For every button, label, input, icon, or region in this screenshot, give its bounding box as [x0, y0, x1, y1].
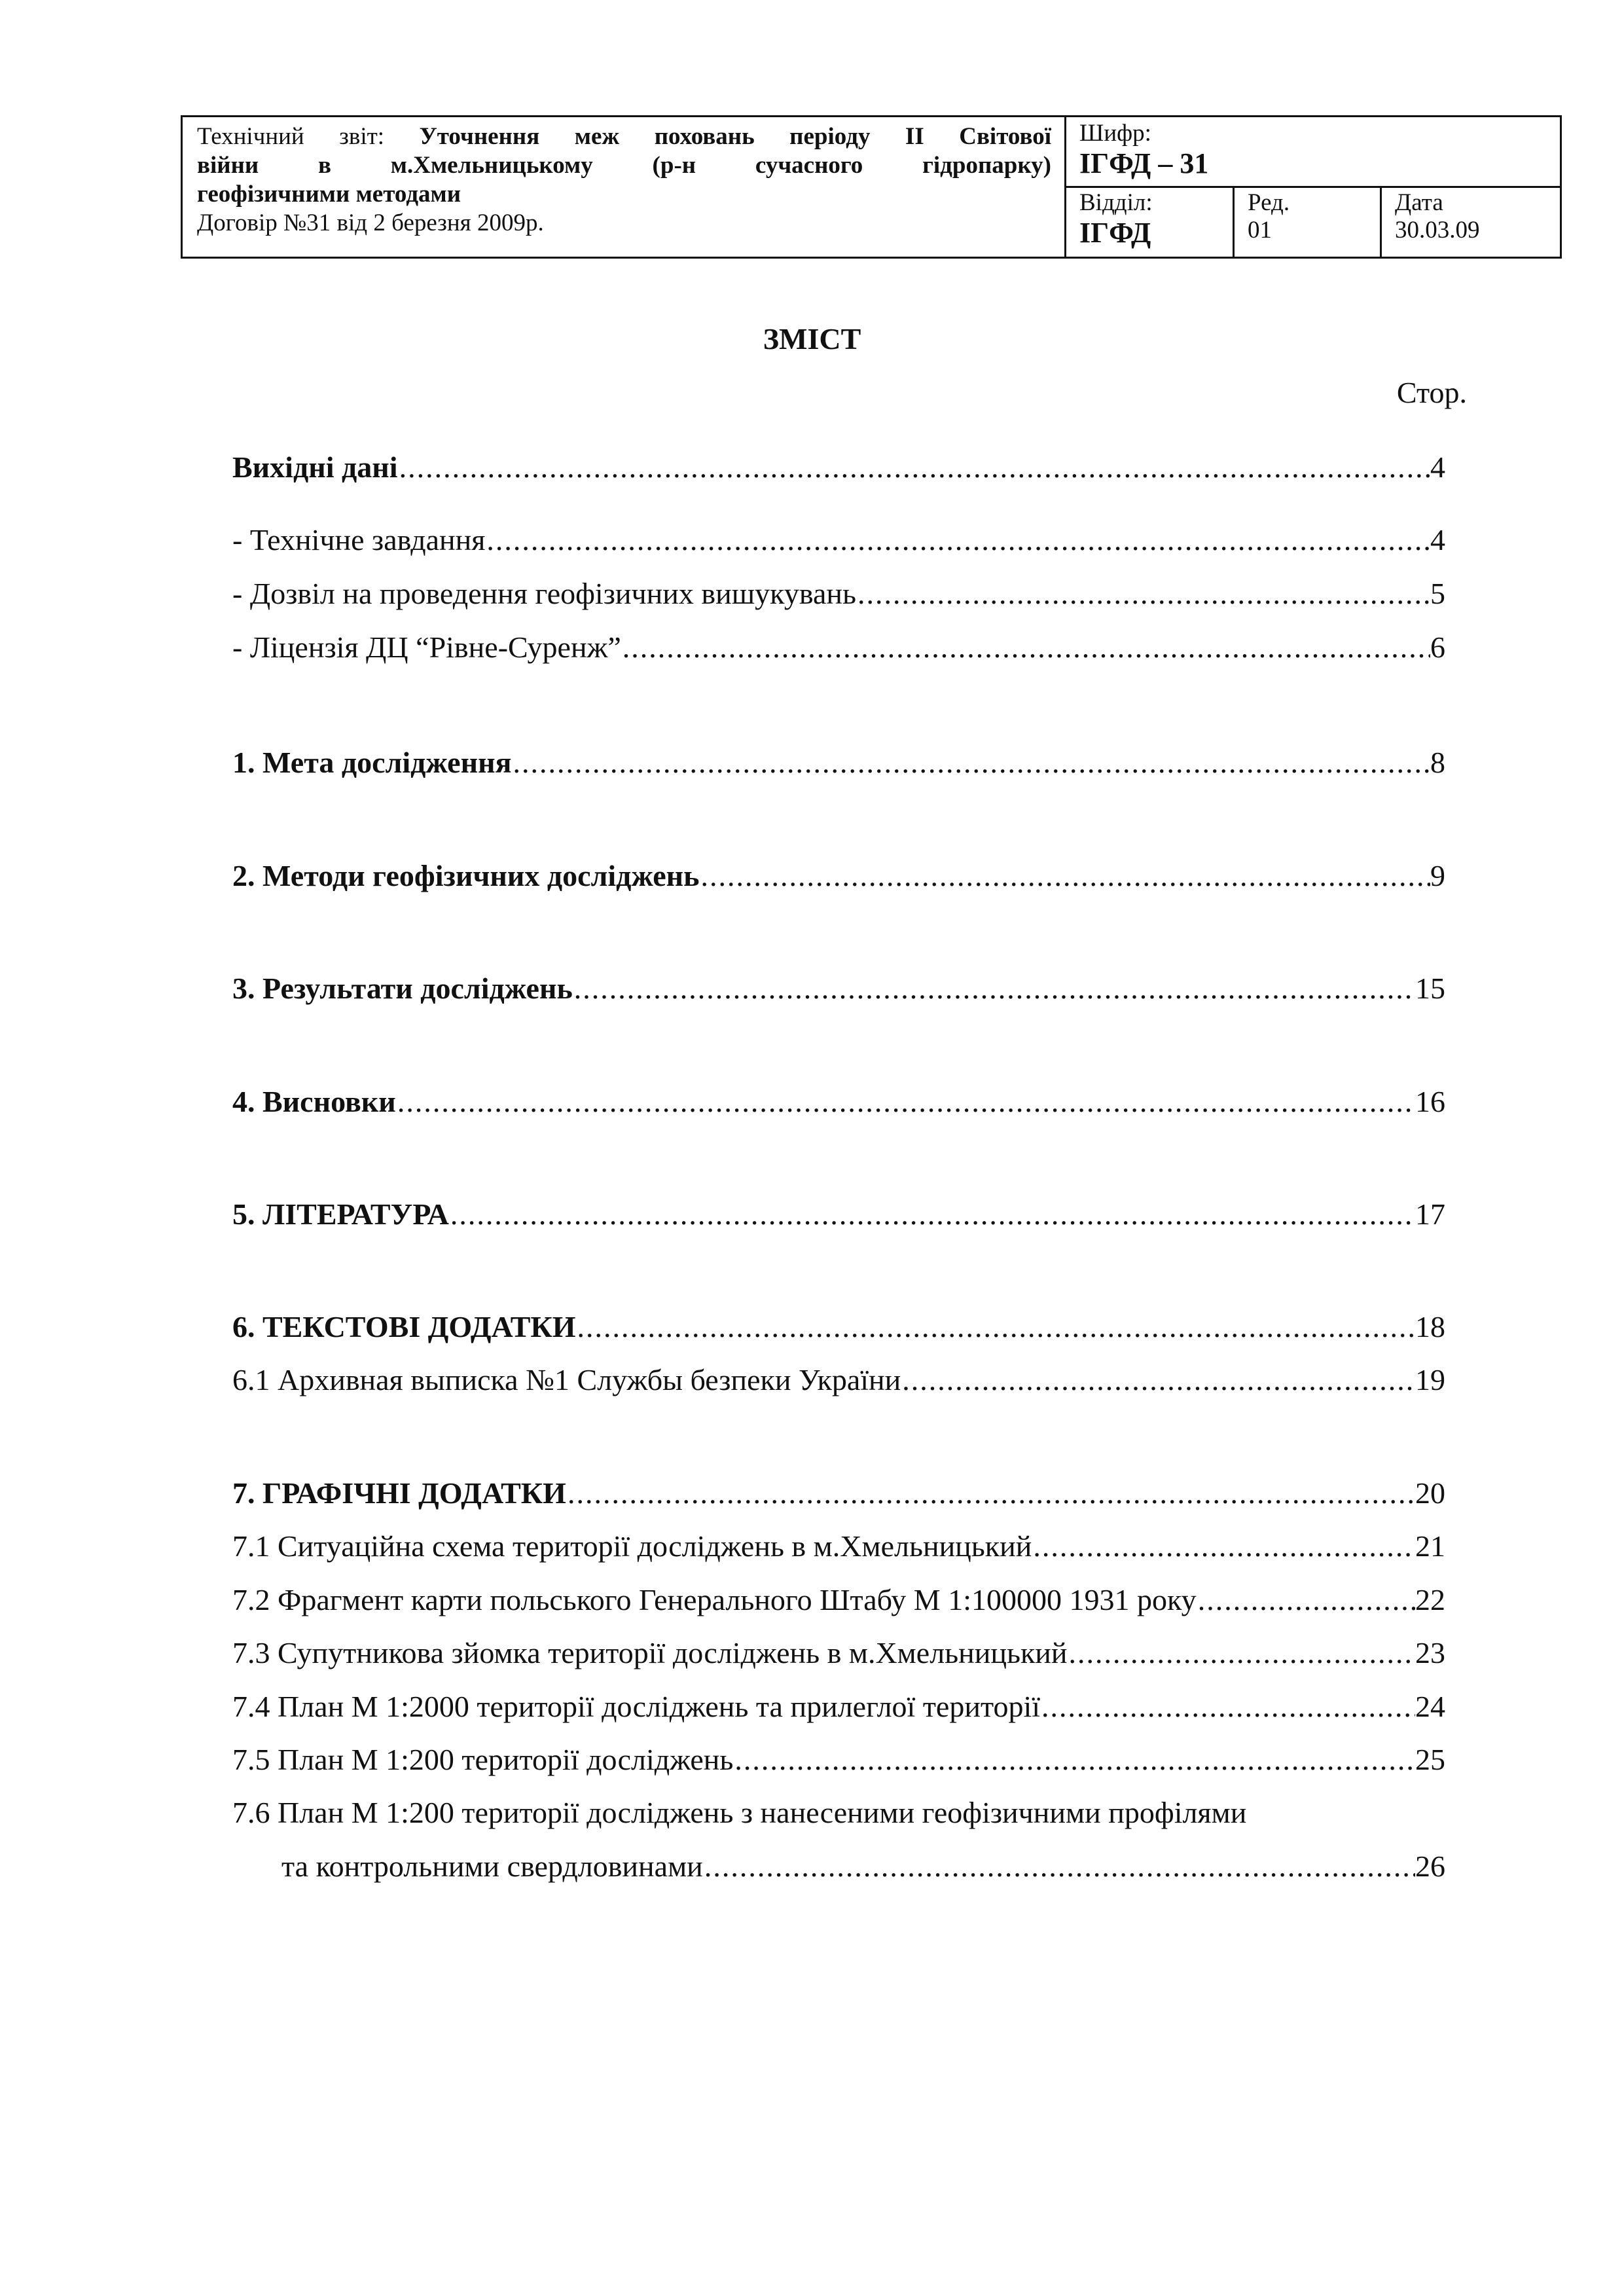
toc-entry-label: 5. ЛІТЕРАТУРА: [232, 1197, 449, 1231]
toc-entry[interactable]: [232, 1362, 1445, 1398]
toc-leader-dots: [1068, 1635, 1415, 1671]
toc-entry-page: 15: [1415, 972, 1445, 1005]
toc-entry-label: 6. ТЕКСТОВІ ДОДАТКИ: [232, 1310, 576, 1343]
page-title: ЗМІСТ: [763, 322, 861, 355]
date-label: Дата: [1395, 189, 1443, 216]
toc-entry[interactable]: [232, 629, 1445, 666]
toc-entry-label: 7. ГРАФІЧНІ ДОДАТКИ: [232, 1476, 566, 1510]
toc-entry-page: 5: [1430, 577, 1445, 610]
toc-entry-page: 17: [1415, 1197, 1445, 1231]
toc-entry-page: 20: [1415, 1476, 1445, 1510]
department-value: ІГФД: [1079, 217, 1151, 249]
toc-entry-label: 7.3 Супутникова зйомка території досліджень в м.Хмельницький: [232, 1636, 1068, 1669]
toc-entry-label: Вихідні дані: [232, 450, 398, 484]
toc-entry[interactable]: [232, 1688, 1445, 1725]
toc-leader-dots: [576, 1309, 1415, 1345]
toc-entry-label: 2. Методи геофізичних досліджень: [232, 859, 700, 892]
toc-entry[interactable]: [232, 1084, 1445, 1120]
toc-entry-label: 4. Висновки: [232, 1085, 396, 1118]
toc-leader-dots: [398, 449, 1430, 486]
toc-entry-page: 4: [1430, 523, 1445, 556]
cipher-value: ІГФД – 31: [1079, 147, 1209, 179]
toc-entry-label: 7.5 План М 1:200 території досліджень: [232, 1743, 734, 1776]
toc-leader-dots: [856, 575, 1430, 612]
toc-entry[interactable]: [232, 449, 1445, 486]
toc-entry-label: 7.6 План М 1:200 території досліджень з нанесеними геофізичними профілями: [232, 1796, 1247, 1829]
report-title-line3: геофізичними методами: [197, 181, 461, 208]
toc-entry-continuation[interactable]: [281, 1848, 1445, 1885]
toc-entry-label: - Ліцензія ДЦ “Рівне-Суренж”: [232, 630, 621, 664]
toc-entry[interactable]: [232, 1196, 1445, 1233]
toc-entry-page: 26: [1415, 1850, 1445, 1883]
toc-entry-label: 7.4 План М 1:2000 території досліджень та прилеглої території: [232, 1690, 1041, 1723]
toc-leader-dots: [1040, 1688, 1415, 1725]
report-title-line2: війни в м.Хмельницькому (р-н сучасного гідропарку): [197, 152, 1051, 179]
toc-leader-dots: [573, 970, 1415, 1007]
toc-entry[interactable]: [232, 1582, 1445, 1618]
toc-entry-label: 1. Мета дослідження: [232, 746, 512, 779]
toc-entry-label: та контрольними свердловинами: [281, 1850, 703, 1883]
toc-entry-page: 8: [1430, 746, 1445, 779]
toc-entry-label: 7.1 Ситуаційна схема території досліджень в м.Хмельницький: [232, 1529, 1032, 1563]
toc-entry-label: 7.2 Фрагмент карти польського Генерального Штабу М 1:100000 1931 року: [232, 1583, 1197, 1616]
toc-entry[interactable]: [232, 970, 1445, 1007]
toc-entry[interactable]: [232, 575, 1445, 612]
toc-leader-dots: [512, 744, 1431, 781]
toc-entry-page: 23: [1415, 1636, 1445, 1669]
toc-entry[interactable]: [232, 522, 1445, 558]
toc-entry-page: 18: [1415, 1310, 1445, 1343]
toc-entry[interactable]: [232, 858, 1445, 894]
toc-entry[interactable]: [232, 1475, 1445, 1512]
toc-entry-label: - Технічне завдання: [232, 523, 486, 556]
toc-entry-page: 4: [1430, 450, 1445, 484]
edition-label: Ред.: [1248, 189, 1290, 216]
toc-leader-dots: [396, 1084, 1415, 1120]
toc-leader-dots: [733, 1741, 1415, 1778]
report-prefix: Технічний звіт:: [197, 123, 385, 150]
toc-entry-label: 6.1 Архивная выписка №1 Службы безпеки України: [232, 1363, 901, 1396]
toc-entry-label: 3. Результати досліджень: [232, 972, 573, 1005]
toc-entry[interactable]: [232, 1528, 1445, 1565]
toc-leader-dots: [485, 522, 1430, 558]
toc-entry-label: - Дозвіл на проведення геофізичних вишукувань: [232, 577, 856, 610]
toc-entry-page: 16: [1415, 1085, 1445, 1118]
toc-leader-dots: [566, 1475, 1415, 1512]
toc-entry-page: 25: [1415, 1743, 1445, 1776]
toc-entry-page: 9: [1430, 859, 1445, 892]
contract-text: Договір №31 від 2 березня 2009р.: [197, 210, 544, 236]
edition-value: 01: [1248, 217, 1272, 244]
toc-entry[interactable]: [232, 1309, 1445, 1345]
page-column-label: Стор.: [1396, 376, 1467, 409]
toc-entry[interactable]: [232, 1635, 1445, 1671]
toc-entry[interactable]: [232, 1741, 1445, 1778]
toc-entry[interactable]: [232, 1795, 1445, 1831]
department-label: Відділ:: [1079, 189, 1153, 216]
toc-leader-dots: [1197, 1582, 1415, 1618]
toc-entry-page: 24: [1415, 1690, 1445, 1723]
toc-entry-page: 19: [1415, 1363, 1445, 1396]
toc-entry[interactable]: [232, 744, 1445, 781]
report-title-line1: Уточнення меж поховань періоду II Світової: [384, 123, 1051, 150]
toc-leader-dots: [901, 1362, 1415, 1398]
toc-leader-dots: [699, 858, 1430, 894]
toc-entry-page: 22: [1415, 1583, 1445, 1616]
toc-leader-dots: [449, 1196, 1415, 1233]
cipher-label: Шифр:: [1079, 120, 1151, 147]
toc-leader-dots: [1032, 1528, 1415, 1565]
toc-leader-dots: [703, 1848, 1415, 1885]
toc-leader-dots: [621, 629, 1430, 666]
toc-entry-page: 6: [1430, 630, 1445, 664]
date-value: 30.03.09: [1395, 217, 1480, 244]
toc-entry-page: 21: [1415, 1529, 1445, 1563]
